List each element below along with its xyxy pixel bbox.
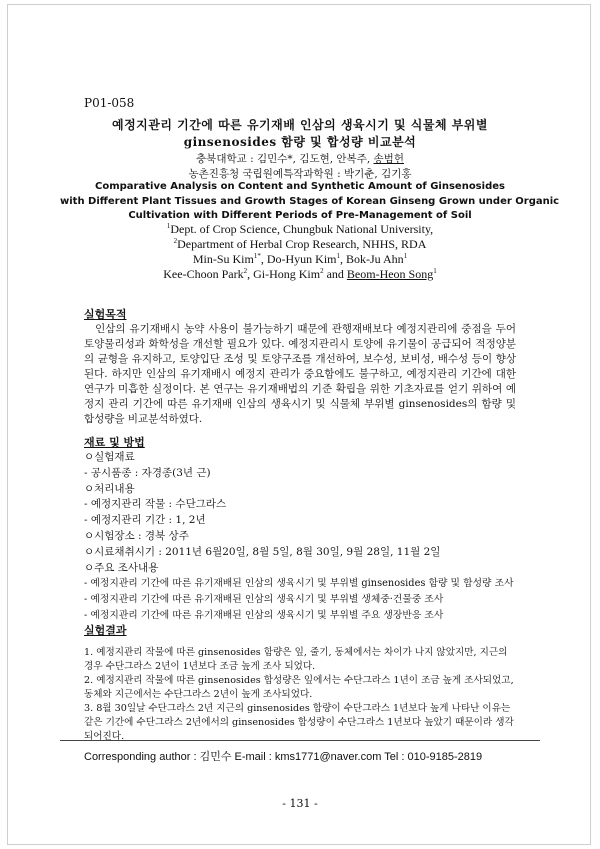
author-2-marker: 1 <box>336 252 340 260</box>
methods-item: ㅇ시험장소 : 경북 상주 <box>84 529 189 542</box>
results-list <box>84 646 516 744</box>
author-6-presenter: Beom-Heon Song <box>346 267 434 281</box>
title-english-line1: Comparative Analysis on Content and Synthetic Amount of Ginsenosides <box>95 181 505 192</box>
author-3-marker: 1 <box>403 252 408 260</box>
author-2: , Do-Hyun Kim <box>260 252 337 266</box>
methods-item: - 공시품종 : 자경종(3년 근) <box>84 466 211 479</box>
methods-item: - 예정지관리 작물 : 수단그라스 <box>84 498 227 511</box>
section-heading-methods: 재료 및 방법 <box>84 436 145 449</box>
affiliation-1-marker: 1 <box>166 222 171 230</box>
affiliation-2-marker: 2 <box>173 237 178 245</box>
author-4-marker: 2 <box>243 267 248 275</box>
methods-list <box>84 450 524 624</box>
section-heading-results: 실험결과 <box>84 624 127 637</box>
authors-korean-names: 충북대학교 : 김민수*, 김도현, 안복주, <box>196 153 374 165</box>
methods-subitem: - 예정지관리 기간에 따른 유기재배된 인삼의 생육시기 및 부위별 주요 생장반응 조사 <box>84 609 444 621</box>
page-number: - 131 - <box>282 797 318 810</box>
author-4: Kee-Choon Park <box>163 267 244 281</box>
methods-subitem: - 예정지관리 기간에 따른 유기재배된 인삼의 생육시기 및 부위별 ginsenosides 함량 및 합성량 조사 <box>84 578 514 590</box>
author-1: Min-Su Kim <box>192 252 254 266</box>
methods-subitem: - 예정지관리 기간에 따른 유기재배된 인삼의 생육시기 및 부위별 생체중·건물중 조사 <box>84 594 444 606</box>
affiliation-korean: 농촌진흥청 국립원예특작과학원 : 박기춘, 김기홍 <box>188 168 412 180</box>
authors-english-line1 <box>60 252 540 267</box>
authors-korean <box>60 151 540 166</box>
author-6-marker: 1 <box>433 267 437 275</box>
methods-item: ㅇ시료채취시기 : 2011년 6월20일, 8월 5일, 8월 30일, 9월 28일, 11월 2일 <box>84 545 441 558</box>
author-5: , Gi-Hong Kim <box>247 267 321 281</box>
abstract-code: P01-058 <box>84 96 135 110</box>
methods-item: ㅇ주요 조사내용 <box>84 561 159 574</box>
result-item: 3. 8월 30일날 수단그라스 2년 지근의 ginsenosides 합량이 수단그라스 1년보다 높게 나타난 이유는 같은 기간에 수단그라스 2년에서의 ginsenosides 합성량이 수단그라스 1년보다 높았기 때문이라 생각되어진다. <box>84 703 514 742</box>
result-item: 1. 예정지관리 작물에 따른 ginsenosides 함량은 잎, 줄기, 동체에서는 차이가 나지 않았지만, 지근의 경우 수단그라스 2년이 1년보다 조금 높게 조사 되었다. <box>84 647 508 672</box>
authors-korean-presenter: 송범헌 <box>373 153 404 165</box>
title-korean-line1: 예정지관리 기간에 따른 유기재배 인삼의 생육시기 및 식물체 부위별 <box>111 118 488 132</box>
author-6-prefix: and <box>323 267 347 281</box>
authors-english-line2 <box>60 267 540 282</box>
affiliation-1-text: Dept. of Crop Science, Chungbuk National University, <box>170 222 434 236</box>
methods-item: - 예정지관리 기간 : 1, 2년 <box>84 514 206 527</box>
title-english-line2: with Different Plant Tissues and Growth Stages of Korean Ginseng Grown under Organic <box>60 196 560 207</box>
affiliation-english-2 <box>60 237 540 252</box>
purpose-paragraph: 인삼의 유기재배시 농약 사용이 불가능하기 때문에 관행재배보다 예정지관리에 중점을 두어 토양물리성과 화학성을 개선할 필요가 있다. 예정지관리시 토양에 유기물이 공급되어 적정양분의 균형을 유지하고, 토양입단 조성 및 토양구조를 개선하여, 보수성, 보비성, 배수성 등이 향상된다. 하지만 인삼의 유기재배시 예정지 관리가 중요함에도 불구하고, 예정지관리 기간에 대한 연구가 미흡한 실정이다. 본 연구는 유기재배법의 기준 확립을 위한 기초자료를 얻기 위하여 예정지 관리 기간에 따른 유기재배 인삼의 생육시기 및 식물체 부위별 ginsenosides의 함량 및 합성량을 비교분석하였다. <box>84 323 516 425</box>
methods-item: ㅇ처리내용 <box>84 482 135 495</box>
affiliation-english-1 <box>60 222 540 237</box>
author-3: , Bok-Ju Ahn <box>340 252 404 266</box>
author-5-marker: 2 <box>320 267 324 275</box>
title-korean-line2: ginsenosides 함량 및 합성량 비교분석 <box>183 135 417 149</box>
affiliation-2-text: Department of Herbal Crop Research, NHHS, RDA <box>177 237 427 251</box>
methods-item: ㅇ실험재료 <box>84 451 135 463</box>
section-heading-purpose: 실험목적 <box>84 308 127 321</box>
author-1-marker: 1* <box>253 252 261 260</box>
title-english-line3: Cultivation with Different Periods of Pre-Management of Soil <box>128 210 472 221</box>
footer-divider <box>60 740 540 741</box>
result-item: 2. 예정지관리 작물에 따른 ginsenosides 합성량은 잎에서는 수단그라스 1년이 조금 높게 조사되었고, 동체와 지근에서는 수단그라스 2년이 높게 조사되었다. <box>84 675 514 700</box>
corresponding-author: Corresponding author : 김민수 E-mail : kms1771@naver.com Tel : 010-9185-2819 <box>84 751 483 763</box>
